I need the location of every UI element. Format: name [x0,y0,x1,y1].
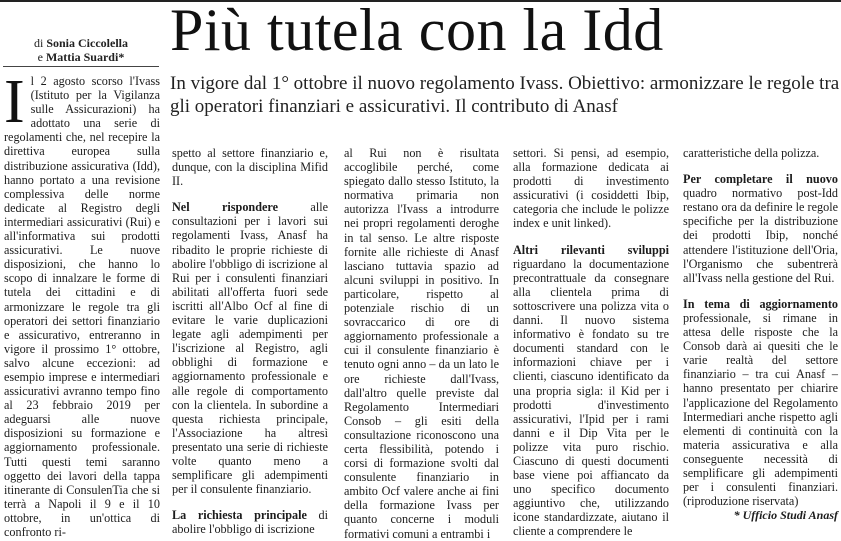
author-1: Sonia Ciccolella [46,36,128,50]
col5-lead-in-1: Per completare il nuovo [683,172,838,187]
col1-text: l 2 agosto scorso l'Ivass (Istituto per la Vigilanza sulle Assicurazioni) ha adottato una serie di regolamenti che, nel recepire la direttiva europea sulla distribuzione assicurativa (Idd), hanno portato a una revisione complessiva delle norme dedicate al Registro degli intermediari assicurativi (Rui) e all'informativa sui prodotti assicurativi. Le nuove disposizioni, che hanno lo scopo di innalzare le forme di tutela dei cittadini e di armonizzare le regole tra gli operatori dei settori finanziario e assicurativo, entreranno in vigore il prossimo 1° ottobre, salvo alcune eccezioni: ad esempio imprese e intermediari assicurativi avranno tempo fino al 23 febbraio 2019 per adeguarsi alle nuove disposizioni su formazione e aggiornamento professionale. Tutti questi temi saranno oggetto dei lavori della tappa itinerante di ConsulenTia che si terrà a Napoli il 9 e il 10 ottobre, in un'ottica di confronto ri- [4,74,160,539]
col5-paragraph-2: quadro normativo post-Idd restano ora da definire le regole specifiche per la distribuzione dei prodotti Ibip, nonché attendere l'istituzione dell'Oria, l'Organismo che subentrerà all'Ivass nella gestione del Rui. [683,186,838,285]
byline-divider [3,66,159,67]
col4-lead-in: Altri rilevanti sviluppi [513,242,669,257]
col2-lead-in-2: La richiesta principale [172,508,307,523]
col5-paragraph-3: professionale, si rimane in attesa delle risposte che la Consob darà ai quesiti che le varie realtà del settore finanziario – tra cui Anasf – hanno presentato per chiarire l'applicazione del Regolamento Intermediari anche rispetto agli elementi di continuità con la materia assicurativa e alla conseguente necessità di semplificare gli adempimenti per i consulenti finanziari. (riproduzione riservata) [683,310,838,509]
article-column-3 [344,146,499,541]
col5-lead-in-2: In tema di aggiornamento [683,296,838,311]
article-column-1 [4,68,160,539]
byline-prefix-2: e [37,50,46,64]
byline [3,36,159,64]
drop-cap: I [4,68,25,136]
signature: * Ufficio Studi Anasf [733,508,838,523]
col2-paragraph-1: spetto al settore finanziario e, dunque, con la disciplina Mifid II. [172,146,328,189]
article-column-5 [683,146,838,523]
col4-paragraph-1: settori. Si pensi, ad esempio, alla formazione dedicata ai prodotti di investimento assicurativi (i cosiddetti Ibip, categoria che include le polizze index e unit linked). [513,146,669,231]
col2-paragraph-3: di abolire l'obbligo di iscrizione [172,508,329,537]
author-2: Mattia Suardi* [45,50,125,64]
subtitle: In vigore dal 1° ottobre il nuovo regolamento Ivass. Obiettivo: armonizzare le regole tra gli operatori finanziari e assicurativi. Il contributo di Anasf [170,73,840,117]
article-column-4 [513,146,669,539]
headline: Più tutela con la Idd [170,0,664,63]
col5-paragraph-1: caratteristiche della polizza. [683,146,820,160]
col2-paragraph-2: alle consultazioni per i lavori sui regolamenti Ivass, Anasf ha ribadito le proprie richieste di abolire l'obbligo di iscrizione al Rui per i consulenti finanziari abilitati all'offerta fuori sede iscritti all'Albo Ocf al fine di evitare le varie duplicazioni legate agli adempimenti per l'iscrizione al Registro, agli obblighi di formazione e aggiornamento professionale e alle regole di comportamento con la clientela. In subordine a questa richiesta principale, l'Associazione ha altresì presentato una serie di richieste volte quanto meno a semplificare gli adempimenti per il consulente finanziario. [172,200,329,497]
byline-prefix-1: di [33,36,47,50]
col2-lead-in-1: Nel rispondere [172,200,278,215]
article-column-2 [172,146,329,537]
col3-text: al Rui non è risultata accoglibile perché, come spiegato dallo stesso Istituto, la normativa primaria non autorizza l'Ivass a introdurre nei propri regolamenti deroghe in tal senso. Le altre risposte fornite alle richieste di Anasf lasciano tuttavia spazio ad alcuni sviluppi in positivo. In particolare, rispetto al potenziale rischio di un sovraccarico di ore di aggiornamento professionale a cui il consulente finanziario è tenuto ogni anno – da un lato le ore richieste dall'Ivass, dall'altro quelle previste dal Regolamento Intermediari Consob – gli esiti della consultazione riconoscono una certa flessibilità, potendo i corsi di formazione svolti dal consulente finanziario in ambito Ocf valere anche ai fini della formazione Ivass per quanto concerne i moduli formativi comuni a entrambi i [344,146,499,541]
col4-paragraph-2: riguardano la documentazione precontrattuale da consegnare alla clientela prima di sottoscrivere una polizza vita o danni. Il nuovo sistema informativo è fondato su tre documenti standard con le informazioni chiave per i clienti, ciascuno identificato da una propria sigla: il Kid per i prodotti d'investimento assicurativi, l'Ipid per i rami danni e il Dip Vita per le polizze vita puro rischio. Ciascuno di questi documenti base viene poi affiancato da uno specifico documento aggiuntivo che, utilizzando icone standardizzate, aiutano il cliente a comprendere le [513,256,669,539]
